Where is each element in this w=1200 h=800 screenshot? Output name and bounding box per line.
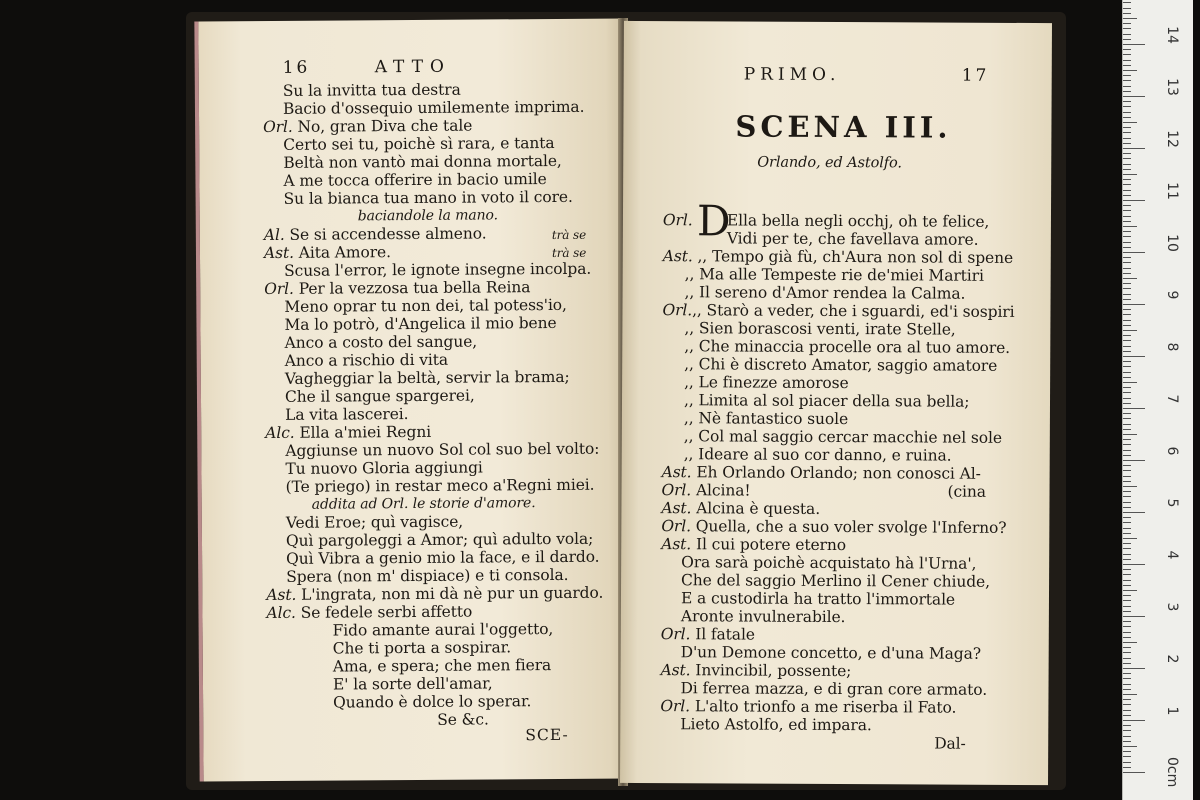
stage-direction: baciandole la mano.	[357, 207, 499, 225]
text-line: Che il sangue spargerei,	[284, 386, 475, 406]
ruler-tick	[1123, 86, 1131, 87]
ruler-tick	[1123, 377, 1131, 378]
ruler-tick	[1123, 564, 1145, 565]
ruler-tick	[1123, 455, 1131, 456]
running-head: ATTO	[374, 56, 452, 78]
ruler-tick	[1123, 314, 1131, 315]
catchword: SCE-	[525, 725, 569, 745]
ruler-tick	[1123, 678, 1131, 679]
ruler-tick	[1123, 522, 1131, 523]
text-line: Certo sei tu, poichè sì rara, e tanta	[283, 133, 555, 154]
ruler-tick	[1123, 720, 1145, 721]
ruler-tick	[1123, 642, 1137, 643]
text-line: Quì Vibra a genio mio la face, e il dardo.	[286, 547, 600, 568]
text-line: ,, Ma alle Tempeste rie de'miei Martiri	[684, 265, 984, 285]
ruler-number: 11	[1164, 182, 1180, 200]
ruler-tick	[1123, 746, 1137, 747]
ruler-tick	[1123, 273, 1131, 274]
ruler-tick	[1123, 444, 1131, 445]
speaker: Alc.	[265, 423, 295, 443]
ruler-tick	[1123, 351, 1131, 352]
text-line: La vita lascerei.	[285, 405, 409, 424]
text-line: E' la sorte dell'amar,	[332, 674, 493, 694]
text-line: Di ferrea mazza, e di gran core armato.	[680, 679, 988, 699]
speaker: Ast.	[266, 585, 297, 605]
ruler-tick	[1123, 736, 1131, 737]
catchword: Dal-	[934, 734, 966, 753]
ruler-tick	[1123, 507, 1131, 508]
ruler-tick	[1123, 340, 1131, 341]
text-line: Che ti porta a sospirar.	[332, 638, 512, 658]
text-line: Beltà non vantò mai donna mortale,	[283, 151, 562, 172]
ruler-tick	[1123, 772, 1145, 773]
speaker: Ast.	[661, 535, 692, 554]
ruler-tick	[1123, 470, 1131, 471]
ruler-tick	[1123, 694, 1137, 695]
ruler-number: 4	[1164, 550, 1180, 560]
text-line: Orl. Quella, che a suo voler svolge l'Inferno?	[661, 517, 1007, 537]
ruler-number: 6	[1164, 446, 1180, 456]
text-line: (Te priego) in restar meco a'Regni miei.	[285, 475, 595, 496]
ruler-tick	[1123, 278, 1137, 279]
ruler-number: 12	[1164, 130, 1180, 148]
side-note: (cina	[947, 482, 987, 501]
ruler-tick	[1123, 8, 1131, 9]
ruler-tick	[1123, 606, 1131, 607]
ruler-tick	[1123, 424, 1131, 425]
measuring-ruler	[1122, 0, 1193, 800]
ruler-tick	[1123, 699, 1131, 700]
ruler-tick	[1123, 39, 1131, 40]
ruler-tick	[1123, 439, 1131, 440]
text-line: Tu nuovo Gloria aggiungi	[285, 458, 483, 478]
speaker: Ast.	[263, 243, 294, 263]
left-page	[194, 19, 627, 782]
ruler-tick	[1123, 294, 1131, 295]
text-line: ,, Chi è discreto Amator, saggio amatore	[684, 355, 998, 375]
ruler-tick	[1123, 611, 1131, 612]
text-line: ,, Il sereno d'Amor rendea la Calma.	[684, 283, 966, 303]
ruler-tick	[1123, 257, 1131, 258]
ruler-tick	[1123, 106, 1131, 107]
ruler-tick	[1123, 658, 1131, 659]
ruler-tick	[1123, 382, 1137, 383]
ruler-tick	[1123, 491, 1131, 492]
text-line: ,, Col mal saggio cercar macchie nel sole	[683, 427, 1003, 447]
text-line: Ast. ,, Tempo già fù, ch'Aura non sol di spene	[662, 247, 1014, 267]
text-line: Su la invitta tua destra	[282, 80, 461, 100]
text-line: Ast. Aita Amore.	[263, 243, 391, 263]
ruler-tick	[1123, 325, 1131, 326]
ruler-tick	[1123, 153, 1131, 154]
page-number: 16	[282, 57, 311, 78]
text-line: Ast. Alcina è questa.	[661, 499, 821, 518]
text-line: Bacio d'ossequio umilemente imprima.	[282, 97, 585, 118]
ruler-tick	[1123, 408, 1145, 409]
ruler-tick	[1123, 502, 1131, 503]
ruler-tick	[1123, 80, 1131, 81]
ruler-tick	[1123, 132, 1131, 133]
ruler-tick	[1123, 226, 1137, 227]
ruler-tick	[1123, 512, 1145, 513]
ruler-tick	[1123, 366, 1131, 367]
ruler-tick	[1123, 262, 1131, 263]
ruler-tick	[1123, 652, 1131, 653]
ruler-tick	[1123, 96, 1145, 97]
ruler-tick	[1123, 574, 1131, 575]
ruler-tick	[1123, 148, 1145, 149]
ruler-tick	[1123, 496, 1131, 497]
speaker: Al.	[263, 225, 285, 245]
ruler-tick	[1123, 538, 1137, 539]
ruler-tick	[1123, 288, 1131, 289]
ruler-tick	[1123, 543, 1131, 544]
text-line: Su la bianca tua mano in voto il core.	[283, 187, 573, 208]
ruler-number: 7	[1164, 394, 1180, 404]
ruler-tick	[1123, 689, 1131, 690]
ruler-tick	[1123, 418, 1131, 419]
ruler-tick	[1123, 13, 1131, 14]
right-page	[620, 21, 1052, 785]
text-line: Orl. Alcina!	[661, 481, 751, 500]
running-head: PRIMO.	[743, 64, 841, 86]
ruler-tick	[1123, 231, 1131, 232]
ruler-tick	[1123, 236, 1131, 237]
ruler-tick	[1123, 122, 1137, 123]
ruler-tick	[1123, 413, 1131, 414]
text-line: ,, Ideare al suo cor danno, e ruina.	[683, 445, 952, 465]
ruler-tick	[1123, 18, 1137, 19]
text-line: Ora sarà poichè acquistato hà l'Urna',	[681, 553, 977, 573]
text-line: Scusa l'error, le ignote insegne incolpa.	[284, 259, 592, 280]
ruler-tick	[1123, 429, 1131, 430]
ruler-tick	[1123, 673, 1131, 674]
ruler-tick	[1123, 590, 1137, 591]
text-line: Ama, e spera; che men fiera	[332, 656, 552, 676]
speaker: Orl.	[661, 517, 692, 536]
text-line: Fido amante aurai l'oggetto,	[332, 620, 554, 640]
ruler-tick	[1123, 49, 1131, 50]
speaker: Orl.	[263, 117, 293, 137]
ruler-tick	[1123, 756, 1131, 757]
ruler-number: 14	[1164, 26, 1180, 44]
ruler-number: 9	[1164, 290, 1180, 300]
ruler-tick	[1123, 486, 1137, 487]
ruler-tick	[1123, 580, 1131, 581]
ruler-tick	[1123, 60, 1131, 61]
text-line: Vidi per te, che favellava amore.	[726, 229, 979, 249]
ruler-number: 2	[1164, 654, 1180, 664]
ruler-tick	[1123, 361, 1131, 362]
ruler-tick	[1123, 158, 1131, 159]
ruler-tick	[1123, 517, 1131, 518]
text-line: ,, Le finezze amorose	[684, 373, 849, 393]
ruler-tick	[1123, 127, 1131, 128]
text-line: ,, Che minaccia procelle ora al tuo amore.	[684, 337, 1011, 357]
ruler-tick	[1123, 143, 1131, 144]
ruler-tick	[1123, 221, 1131, 222]
ruler-tick	[1123, 252, 1145, 253]
ruler-number: 10	[1164, 234, 1180, 252]
ruler-tick	[1123, 54, 1131, 55]
text-line: Anco a costo del sangue,	[284, 332, 478, 352]
ruler-tick	[1123, 65, 1131, 66]
ruler-number: 3	[1164, 602, 1180, 612]
speaker: Ast.	[661, 499, 692, 518]
ruler-tick	[1123, 2, 1131, 3]
text-line: Meno oprar tu non dei, tal potess'io,	[284, 295, 567, 316]
ruler-tick	[1123, 75, 1131, 76]
ruler-tick	[1123, 621, 1131, 622]
ruler-tick	[1123, 595, 1131, 596]
ruler-tick	[1123, 44, 1145, 45]
text-line: Quì pargoleggi a Amor; quì adulto vola;	[285, 529, 594, 550]
ruler-tick	[1123, 434, 1137, 435]
ruler-tick	[1123, 34, 1131, 35]
ruler-tick	[1123, 730, 1131, 731]
ruler-tick	[1123, 548, 1131, 549]
ruler-tick	[1123, 600, 1131, 601]
text-line: Aronte invulnerabile.	[680, 607, 846, 627]
ruler-tick	[1123, 554, 1131, 555]
ruler-tick	[1123, 164, 1131, 165]
ruler-tick	[1123, 710, 1131, 711]
speaker: Orl.	[662, 301, 693, 320]
ruler-tick	[1123, 585, 1131, 586]
ruler-tick	[1123, 767, 1131, 768]
ruler-tick	[1123, 268, 1131, 269]
text-line: ,, Nè fantastico suole	[683, 409, 849, 429]
ruler-tick	[1123, 465, 1131, 466]
ruler-tick	[1123, 210, 1131, 211]
ruler-tick	[1123, 23, 1131, 24]
ruler-tick	[1123, 715, 1131, 716]
text-line: Orl. L'alto trionfo a me riserba il Fato.	[660, 697, 957, 717]
ruler-number: 13	[1164, 78, 1180, 96]
ruler-tick	[1123, 195, 1131, 196]
ruler-tick	[1123, 200, 1145, 201]
ruler-tick	[1123, 450, 1131, 451]
text-line: Anco a rischio di vita	[284, 350, 449, 370]
ruler-tick	[1123, 403, 1131, 404]
ruler-tick	[1123, 387, 1131, 388]
ruler-tick	[1123, 632, 1131, 633]
ruler-tick	[1123, 184, 1131, 185]
text-line: Orl. No, gran Diva che tale	[263, 116, 473, 137]
ruler-tick	[1123, 169, 1131, 170]
speaker: Ast.	[662, 247, 693, 266]
ruler-tick	[1123, 751, 1131, 752]
ruler-tick	[1123, 304, 1145, 305]
ruler-tick	[1123, 647, 1131, 648]
ruler-tick	[1123, 247, 1131, 248]
ruler-tick	[1123, 741, 1131, 742]
ruler-number: 1	[1164, 706, 1180, 716]
side-note: trà se	[551, 227, 587, 243]
text-line: Ast. L'ingrata, non mi dà nè pur un guardo.	[266, 583, 604, 605]
ruler-tick	[1123, 762, 1131, 763]
text-line: Ast. Eh Orlando Orlando; non conosci Al-	[661, 463, 981, 483]
text-line: Vagheggiar la beltà, servir la brama;	[284, 367, 570, 388]
ruler-tick	[1123, 637, 1131, 638]
ruler-tick	[1123, 533, 1131, 534]
ruler-tick	[1123, 704, 1131, 705]
drop-cap: D	[696, 196, 731, 246]
text-line: Se &c.	[437, 710, 489, 729]
text-line: Orl. Il fatale	[660, 625, 755, 644]
ruler-tick	[1123, 330, 1137, 331]
text-line: ,, Limita al sol piacer della sua bella;	[683, 391, 970, 411]
ruler-tick	[1123, 320, 1131, 321]
ruler-tick	[1123, 190, 1131, 191]
text-line: Che del saggio Merlino il Cener chiude,	[681, 571, 991, 591]
text-line: Orl. Per la vezzosa tua bella Reina	[264, 278, 531, 299]
ruler-tick	[1123, 559, 1131, 560]
ruler-tick	[1123, 309, 1131, 310]
text-line: Ast. Il cui potere eterno	[661, 535, 847, 555]
text-line: Ma lo potrò, d'Angelica il mio bene	[284, 313, 557, 334]
ruler-tick	[1123, 216, 1131, 217]
speaker: Orl.	[264, 279, 294, 299]
ruler-tick	[1123, 117, 1131, 118]
ruler-tick	[1123, 392, 1131, 393]
ruler-tick	[1123, 356, 1145, 357]
text-line: ,, Sien borascosi venti, irate Stelle,	[684, 319, 956, 339]
ruler-tick	[1123, 372, 1131, 373]
speaker: Ast.	[661, 463, 692, 482]
ruler-tick	[1123, 663, 1131, 664]
text-line: Al. Se si accendesse almeno.	[263, 224, 487, 245]
ruler-tick	[1123, 283, 1131, 284]
text-line: Ella bella negli occhj, oh te felice,	[726, 211, 990, 231]
scene-title: SCENA III.	[735, 109, 952, 145]
text-line: Ast. Invincibil, possente;	[660, 661, 852, 681]
ruler-tick	[1123, 398, 1131, 399]
text-line: Lieto Astolfo, ed impara.	[680, 715, 872, 735]
text-line: E a custodirla ha tratto l'immortale	[680, 589, 956, 609]
ruler-tick	[1123, 70, 1137, 71]
side-note: trà se	[551, 245, 587, 261]
ruler-tick	[1123, 668, 1145, 669]
ruler-tick	[1123, 299, 1131, 300]
text-line: Orl.,, Starò a veder, che i sguardi, ed'i sospiri	[662, 301, 1015, 321]
speaker: Orl.	[661, 481, 692, 500]
ruler-tick	[1123, 569, 1131, 570]
text-line: Aggiunse un nuovo Sol col suo bel volto:	[285, 439, 600, 460]
ruler-tick	[1123, 242, 1131, 243]
page-number: 17	[961, 65, 990, 86]
ruler-tick	[1123, 346, 1131, 347]
text-line: Spera (non m' dispiace) e ti consola.	[286, 565, 569, 586]
scene-characters: Orlando, ed Astolfo.	[757, 154, 903, 172]
text-line: D'un Demone concetto, e d'una Maga?	[680, 643, 982, 663]
text-line: Vedi Eroe; quì vagisce,	[285, 512, 464, 532]
text-line: Alc. Ella a'miei Regni	[265, 422, 432, 443]
ruler-tick	[1123, 481, 1131, 482]
ruler-tick	[1123, 101, 1131, 102]
speaker: Orl.	[660, 697, 691, 716]
ruler-tick	[1123, 179, 1131, 180]
ruler-number: 0cm	[1164, 757, 1180, 788]
text-line: Quando è dolce lo sperar.	[333, 692, 532, 712]
ruler-tick	[1123, 460, 1145, 461]
speaker: Orl.	[662, 211, 693, 230]
ruler-tick	[1123, 205, 1131, 206]
ruler-tick	[1123, 725, 1131, 726]
ruler-tick	[1123, 174, 1137, 175]
text-line: A me tocca offerire in bacio umile	[283, 170, 547, 190]
text-line: Alc. Se fedele serbi affetto	[266, 602, 473, 623]
speaker: Alc.	[266, 603, 296, 623]
ruler-number: 5	[1164, 498, 1180, 508]
ruler-number: 8	[1164, 342, 1180, 352]
ruler-tick	[1123, 616, 1145, 617]
ruler-tick	[1123, 335, 1131, 336]
ruler-tick	[1123, 476, 1131, 477]
ruler-tick	[1123, 112, 1131, 113]
ruler-tick	[1123, 138, 1131, 139]
ruler-tick	[1123, 28, 1131, 29]
speaker: Ast.	[660, 661, 691, 680]
stage-direction: addita ad Orl. le storie d'amore.	[311, 495, 536, 513]
speaker: Orl.	[660, 625, 691, 644]
ruler-tick	[1123, 91, 1131, 92]
ruler-tick	[1123, 684, 1131, 685]
ruler-tick	[1123, 528, 1131, 529]
ruler-tick	[1123, 626, 1131, 627]
